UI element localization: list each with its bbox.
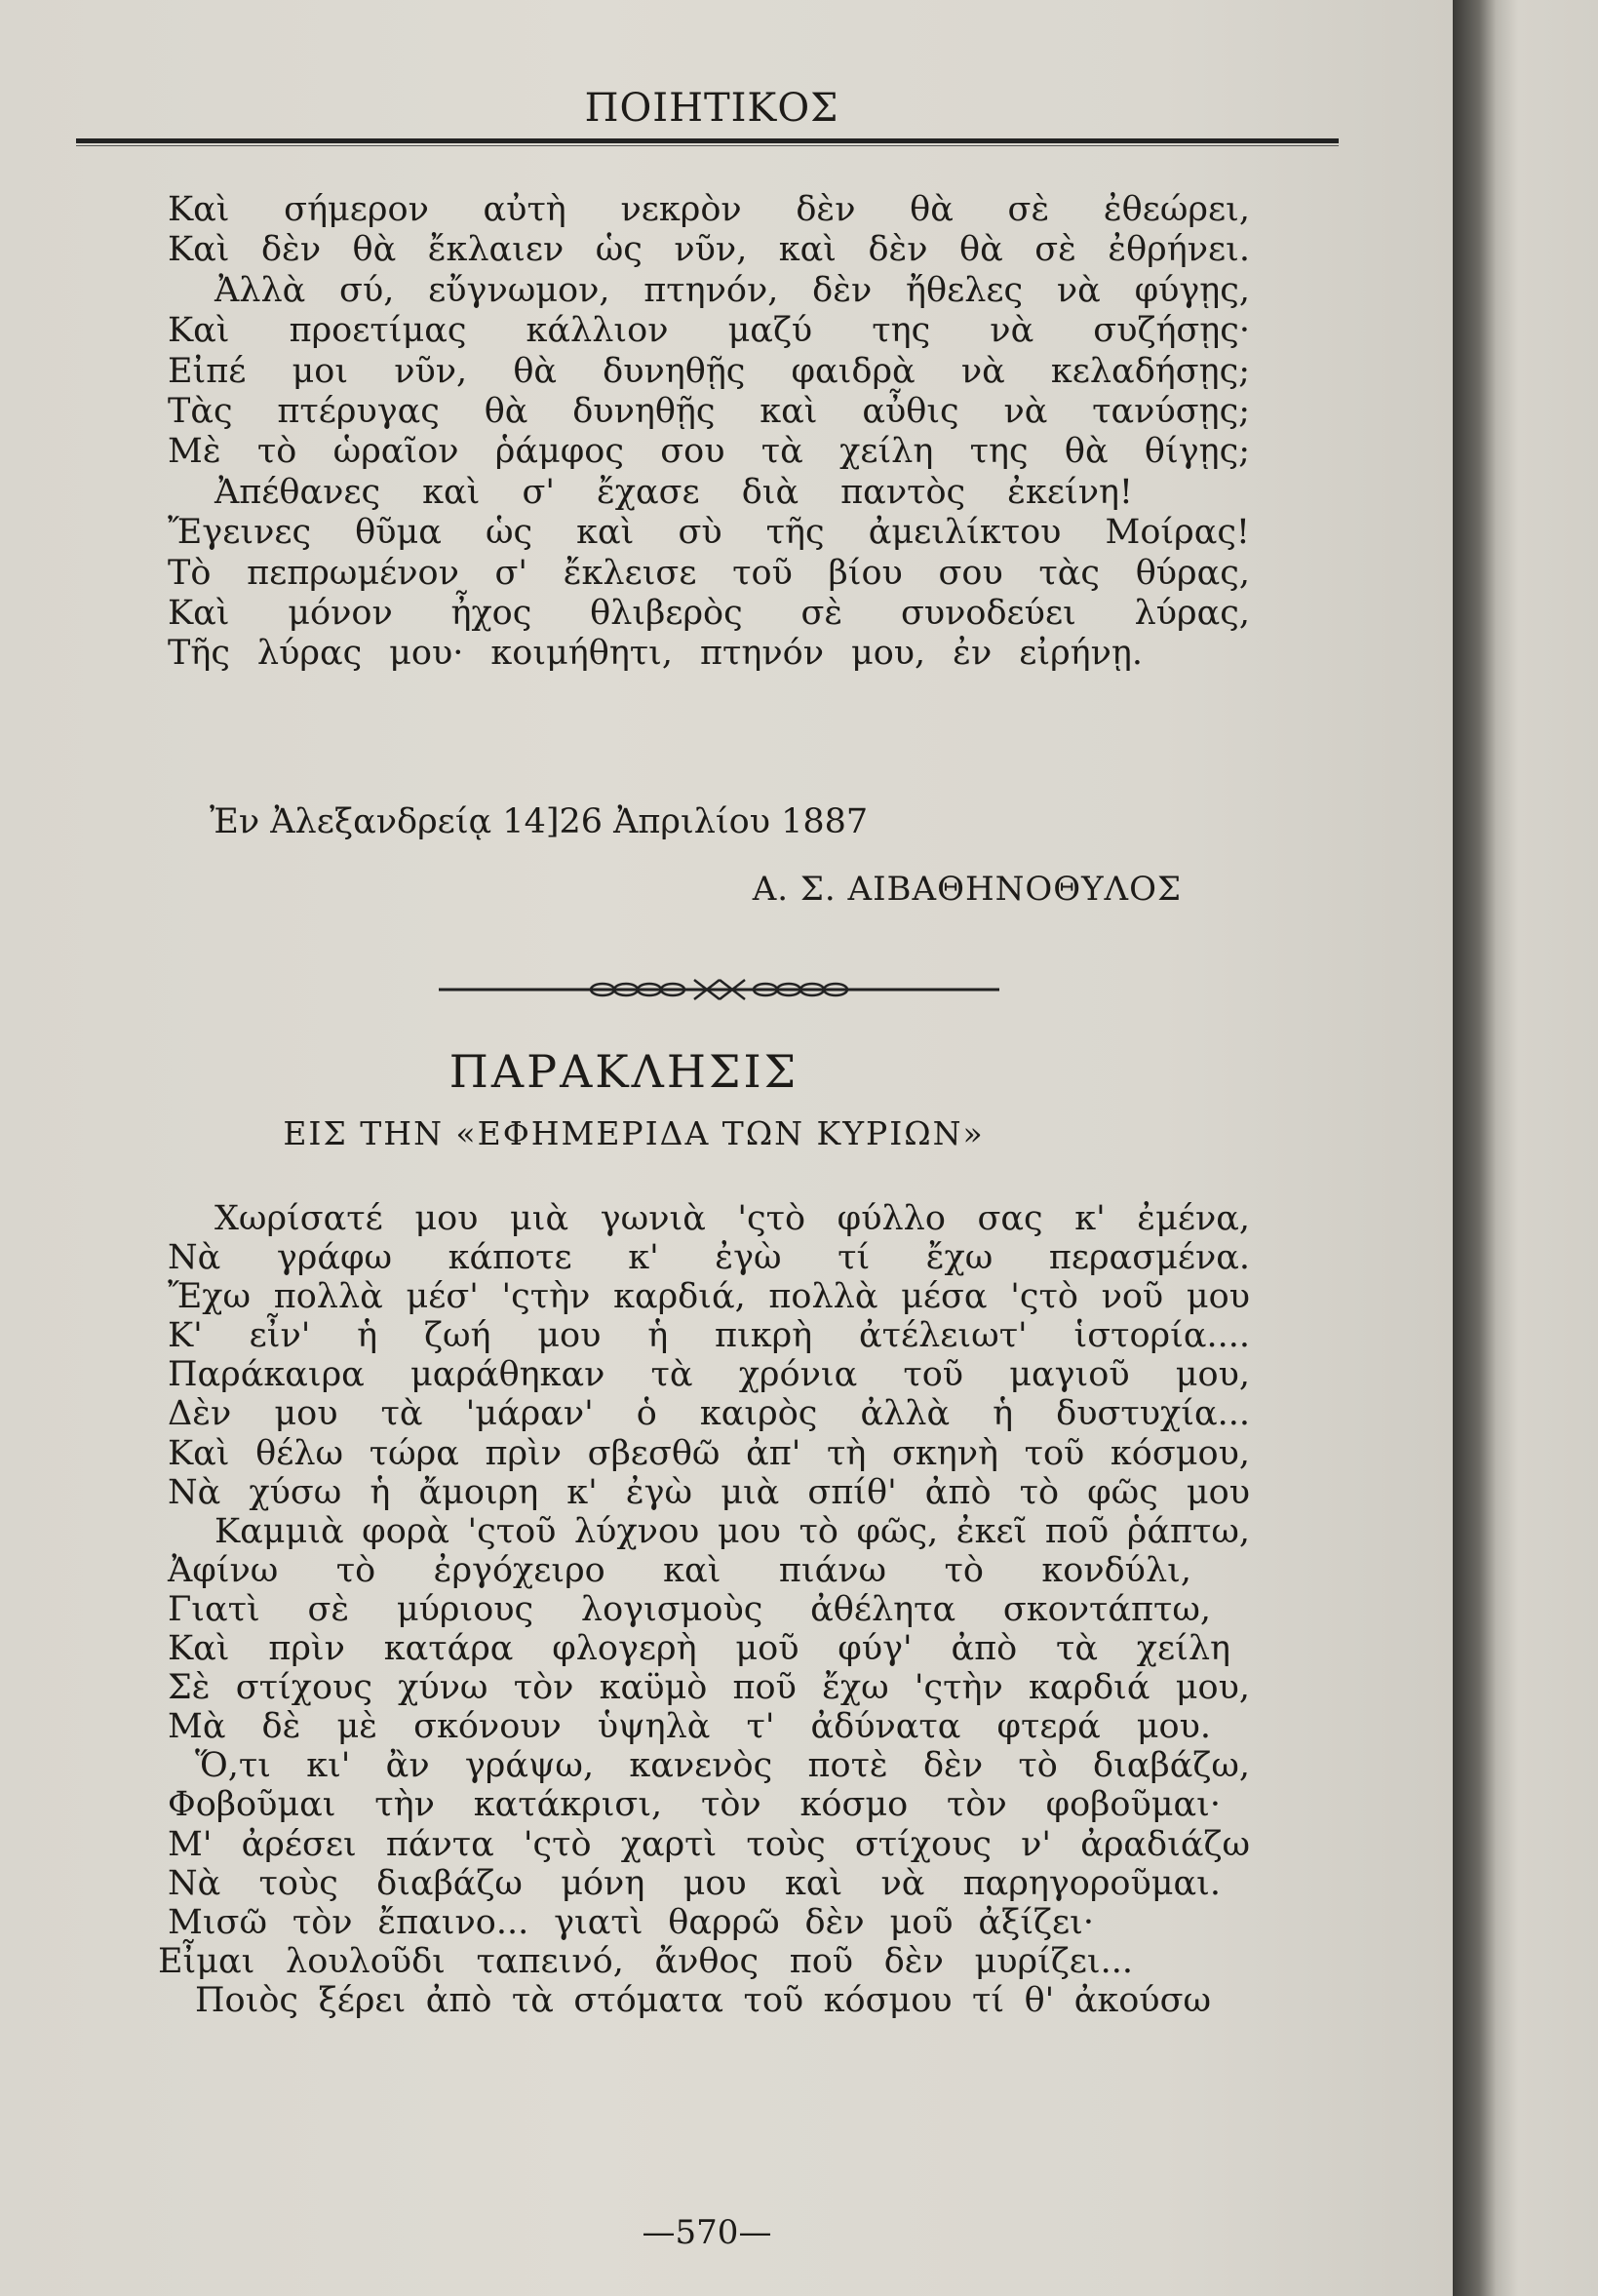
- poem-line: Δὲν μου τὰ 'μάραν' ὁ καιρὸς ἀλλὰ ἡ δυστυχία...: [168, 1394, 1250, 1434]
- poem-line: Ὅ,τι κι' ἂν γράψω, κανενὸς ποτὲ δὲν τὸ διαβάζω,: [195, 1746, 1250, 1786]
- poem-line: Μὰ δὲ μὲ σκόνουν ὑψηλὰ τ' ἀδύνατα φτερά μου.: [168, 1707, 1211, 1747]
- dateline: Ἐν Ἀλεξανδρείᾳ 14]26 Ἀπριλίου 1887: [210, 802, 869, 841]
- poem-line: Νὰ γράφω κάποτε κ' ἐγὼ τί ἔχω περασμένα.: [168, 1238, 1250, 1278]
- poem-line: Χωρίσατέ μου μιὰ γωνιὰ 'ςτὸ φύλλο σας κ' ἐμένα,: [214, 1199, 1250, 1238]
- poem-line: Ἀφίνω τὸ ἐργόχειρο καὶ πιάνω τὸ κονδύλι,: [168, 1550, 1191, 1590]
- poem-line: Φοβοῦμαι τὴν κατάκρισι, τὸν κόσμο τὸν φοβοῦμαι·: [168, 1785, 1221, 1825]
- poem-subtitle: ΕΙΣ ΤΗΝ «ΕΦΗΜΕΡΙΔΑ ΤΩΝ ΚΥΡΙΩΝ»: [283, 1114, 985, 1152]
- header-rule-thin: [76, 145, 1339, 146]
- poem-line: Νὰ χύσω ἡ ἄμοιρη κ' ἐγὼ μιὰ σπίθ' ἀπὸ τὸ φῶς μου: [168, 1472, 1250, 1512]
- poem-line: Μ' ἀρέσει πάντα 'ςτὸ χαρτὶ τοὺς στίχους ν' ἀραδιάζω: [168, 1824, 1250, 1864]
- poem-line: Ἔγεινες θῦμα ὡς καὶ σὺ τῆς ἀμειλίκτου Μοίρας!: [168, 513, 1250, 553]
- poem-line: Τὰς πτέρυγας θὰ δυνηθῇς καὶ αὖθις νὰ τανύσῃς;: [168, 391, 1250, 431]
- poem-line: Σὲ στίχους χύνω τὸν καϋμὸ ποῦ ἔχω 'ςτὴν καρδιά μου,: [168, 1668, 1250, 1708]
- poem-line: Καὶ μόνον ἦχος θλιβερὸς σὲ συνοδεύει λύρας,: [168, 593, 1250, 633]
- poem-line: Ἀλλὰ σύ, εὔγνωμον, πτηνόν, δὲν ἤθελες νὰ φύγῃς,: [214, 270, 1250, 310]
- ornamental-divider: [439, 975, 999, 1004]
- poem-line: Ἔχω πολλὰ μέσ' 'ςτὴν καρδιά, πολλὰ μέσα 'ςτὸ νοῦ μου: [168, 1277, 1250, 1317]
- poem-line: Μὲ τὸ ὡραῖον ῥάμφος σου τὰ χείλη της θὰ θίγῃς;: [168, 432, 1250, 472]
- poem-line: Ἀπέθανες καὶ σ' ἔχασε διὰ παντὸς ἐκείνη!: [214, 472, 1133, 512]
- poem-line: Καὶ σήμερον αὐτὴ νεκρὸν δὲν θὰ σὲ ἐθεώρει,: [168, 190, 1250, 229]
- author-signature: Α. Σ. ΑΙΒΑΘΗΝΟΘΥΛΟΣ: [752, 870, 1182, 909]
- poem-line: Καμμιὰ φορὰ 'ςτοῦ λύχνου μου τὸ φῶς, ἐκεῖ ποῦ ῥάπτω,: [214, 1511, 1250, 1551]
- poem-line: Εἶμαι λουλοῦδι ταπεινό, ἄνθος ποῦ δὲν μυρίζει...: [158, 1941, 1133, 1981]
- poem-line: Καὶ πρὶν κατάρα φλογερὴ μοῦ φύγ' ἀπὸ τὰ χείλη: [168, 1629, 1230, 1669]
- poem-line: Κ' εἶν' ἡ ζωή μου ἡ πικρὴ ἀτέλειωτ' ἱστορία....: [168, 1316, 1250, 1356]
- poem-line: Μισῶ τὸν ἔπαινο... γιατὶ θαρρῶ δὲν μοῦ ἀξίζει·: [168, 1902, 1094, 1942]
- page-number: —570—: [642, 2213, 772, 2252]
- header-rule: [76, 138, 1339, 143]
- poem-line: Καὶ θέλω τώρα πρὶν σβεσθῶ ἀπ' τὴ σκηνὴ τοῦ κόσμου,: [168, 1433, 1250, 1473]
- poem-paraklisis: [158, 1199, 1250, 2020]
- poem-line: Παράκαιρα μαράθηκαν τὰ χρόνια τοῦ μαγιοῦ μου,: [168, 1355, 1250, 1395]
- poem-line: Νὰ τοὺς διαβάζω μόνη μου καὶ νὰ παρηγοροῦμαι.: [168, 1863, 1221, 1903]
- book-gutter: [1453, 0, 1598, 2296]
- poem-line: Ποιὸς ξέρει ἀπὸ τὰ στόματα τοῦ κόσμου τί θ' ἀκούσω: [195, 1980, 1211, 2020]
- poem-continuation: [168, 190, 1250, 675]
- poem-line: Εἰπέ μοι νῦν, θὰ δυνηθῇς φαιδρὰ νὰ κελαδήσῃς;: [168, 351, 1250, 391]
- poem-line: Καὶ δὲν θὰ ἔκλαιεν ὡς νῦν, καὶ δὲν θὰ σὲ ἐθρήνει.: [168, 230, 1250, 270]
- poem-line: Γιατὶ σὲ μύριους λογισμοὺς ἀθέλητα σκοντάπτω,: [168, 1589, 1211, 1629]
- poem-line: Τῆς λύρας μου· κοιμήθητι, πτηνόν μου, ἐν εἰρήνῃ.: [168, 634, 1143, 674]
- poem-title: ΠΑΡΑΚΛΗΣΙΣ: [448, 1045, 799, 1098]
- poem-line: Καὶ προετίμας κάλλιον μαζύ της νὰ συζήσῃς·: [168, 311, 1250, 351]
- running-head: ΠΟΙΗΤΙΚΟΣ: [584, 86, 839, 131]
- poem-line: Τὸ πεπρωμένον σ' ἔκλεισε τοῦ βίου σου τὰς θύρας,: [168, 553, 1250, 593]
